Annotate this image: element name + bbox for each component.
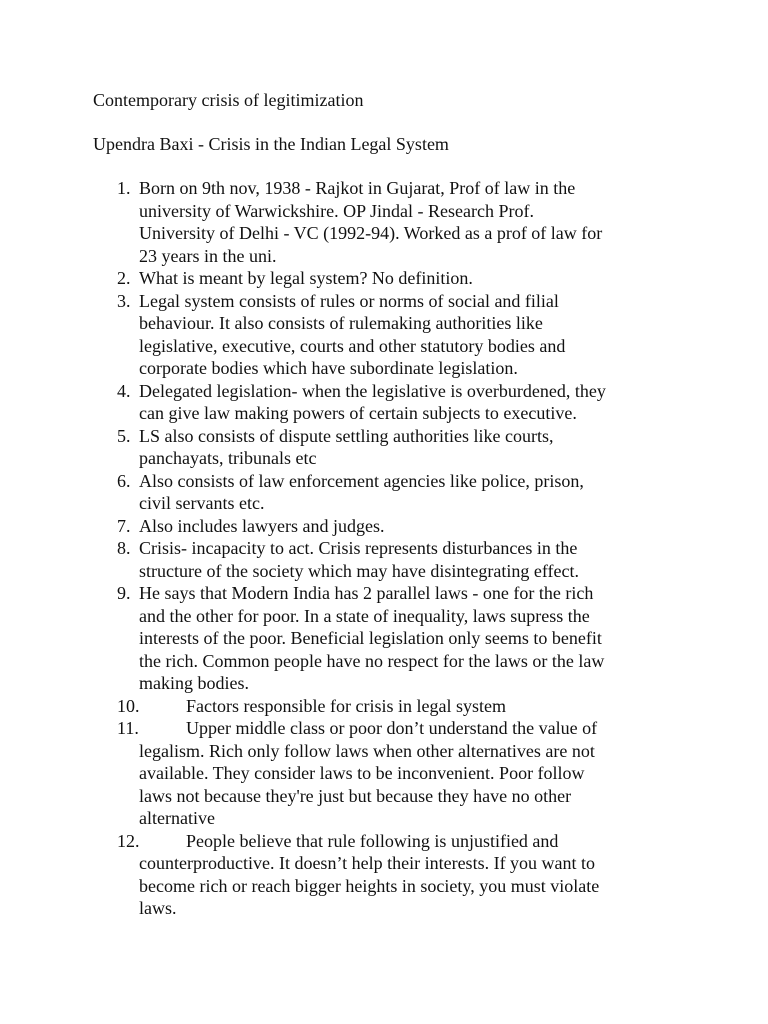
list-item-text-line: 23 years in the uni. xyxy=(139,245,277,266)
list-item-text-line: He says that Modern India has 2 parallel laws - one for the rich xyxy=(139,583,594,603)
list-item-number: 3. xyxy=(117,290,131,311)
list-item-text-line: People believe that rule following is unjustified and xyxy=(186,830,559,851)
list-item-number: 11. xyxy=(117,718,139,738)
list-item-text-line: Upper middle class or poor don’t understand the value of xyxy=(186,718,598,738)
list-item xyxy=(0,717,606,830)
list-item xyxy=(0,695,606,718)
list-item-text-line: civil servants etc. xyxy=(139,493,265,513)
list-item xyxy=(0,582,606,695)
list-item-text-line: corporate bodies which have subordinate legislation. xyxy=(139,358,518,378)
list-item-number: 9. xyxy=(117,583,131,603)
list-item-text-line: become rich or reach bigger heights in society, you must violate xyxy=(139,875,600,896)
list-item-text-line: laws not because they're just but because they have no other xyxy=(139,785,572,806)
list-item-text-line: can give law making powers of certain subjects to executive. xyxy=(139,403,577,423)
list-item xyxy=(0,830,606,920)
list-item-text-line: alternative xyxy=(139,808,215,828)
list-item-number: 10. xyxy=(117,695,140,716)
list-item-text-line: structure of the society which may have disintegrating effect. xyxy=(139,560,580,581)
list-item-number: 7. xyxy=(117,515,131,536)
list-item-text-line: laws. xyxy=(139,898,177,918)
list-item-text-line: legalism. Rich only follow laws when other alternatives are not xyxy=(139,740,595,761)
list-item xyxy=(0,537,606,582)
list-item-text-line: university of Warwickshire. OP Jindal - Research Prof. xyxy=(139,200,534,221)
document-heading: Contemporary crisis of legitimization xyxy=(93,90,364,110)
list-item-text-line: Also consists of law enforcement agencies like police, prison, xyxy=(139,470,584,491)
document-subheading: Upendra Baxi - Crisis in the Indian Legal System xyxy=(93,134,449,154)
list-item xyxy=(0,177,606,267)
list-item-text-line: legislative, executive, courts and other statutory bodies and xyxy=(139,335,566,356)
list-item-text-line: available. They consider laws to be inconvenient. Poor follow xyxy=(139,763,585,783)
list-item-text-line: counterproductive. It doesn’t help their interests. If you want to xyxy=(139,853,596,873)
list-item-text-line: University of Delhi - VC (1992-94). Worked as a prof of law for xyxy=(139,223,603,243)
list-item-text-line: interests of the poor. Beneficial legislation only seems to benefit xyxy=(139,628,602,648)
list-item-text-line: Delegated legislation- when the legislative is overburdened, they xyxy=(139,380,606,401)
list-item-text-line: What is meant by legal system? No definition. xyxy=(139,268,473,288)
list-item-number: 12. xyxy=(117,830,140,851)
list-item-text-line: Also includes lawyers and judges. xyxy=(139,515,385,536)
list-item xyxy=(0,290,606,380)
numbered-list xyxy=(0,177,606,920)
list-item-text-line: Crisis- incapacity to act. Crisis represents disturbances in the xyxy=(139,538,578,558)
list-item-text-line: Born on 9th nov, 1938 - Rajkot in Gujarat, Prof of law in the xyxy=(139,178,576,198)
list-item-text-line: Factors responsible for crisis in legal system xyxy=(186,695,506,716)
list-item-number: 6. xyxy=(117,470,131,491)
list-item-number: 8. xyxy=(117,538,131,558)
list-item-text-line: behaviour. It also consists of rulemaking authorities like xyxy=(139,313,543,333)
list-item-number: 4. xyxy=(117,380,131,401)
list-item-text-line: making bodies. xyxy=(139,673,249,693)
list-item xyxy=(0,470,606,515)
list-item-number: 5. xyxy=(117,425,131,446)
list-item xyxy=(0,267,606,290)
list-item xyxy=(0,380,606,425)
list-item-text-line: panchayats, tribunals etc xyxy=(139,448,317,468)
list-item-text-line: and the other for poor. In a state of inequality, laws supress the xyxy=(139,605,590,626)
list-item-number: 1. xyxy=(117,178,131,198)
list-item-text-line: the rich. Common people have no respect for the laws or the law xyxy=(139,650,605,671)
list-item xyxy=(0,425,606,470)
list-item-text-line: LS also consists of dispute settling authorities like courts, xyxy=(139,425,554,446)
list-item xyxy=(0,515,606,538)
list-item-number: 2. xyxy=(117,268,131,288)
list-item-text-line: Legal system consists of rules or norms of social and filial xyxy=(139,290,559,311)
